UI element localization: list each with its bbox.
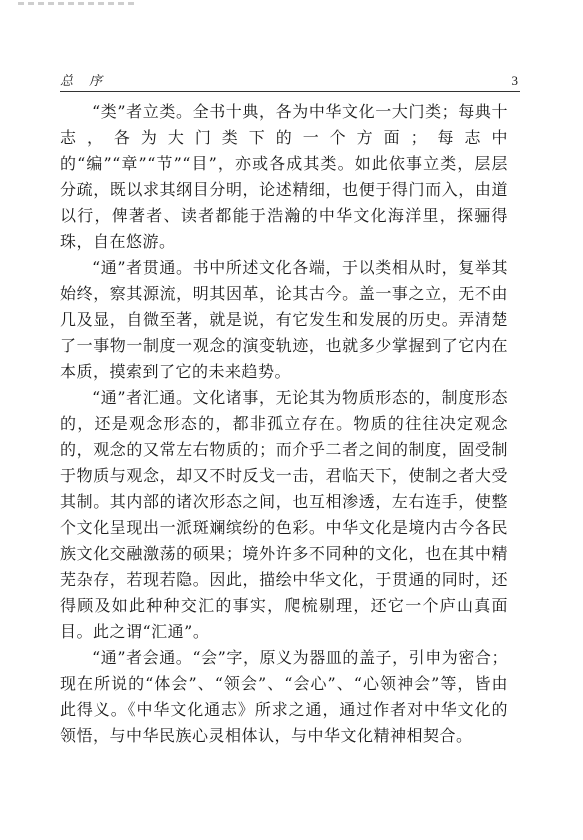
paragraph-continuity: “通”者贯通。书中所述文化各端，于以类相从时，复举其始终，察其源流，明其因革，论其古今。盖一事之立，无不由几及显，自微至著，就是说，有它发生和发展的历史。弄清楚了一事物一制度一观念的演变轨迹，也就多少掌握到了它内在本质，摸索到了它的未来趋势。 [60, 258, 508, 381]
paragraph-convergence: “通”者汇通。文化诸事，无论其为物质形态的，制度形态的，还是观念形态的，都非孤立存在。物质的往往决定观念的，观念的又常左右物质的；而介乎二者之间的制度，固受制于物质与观念，却又不时反戈一击，君临天下，使制之者大受其制。其内部的诸次形态之间，也互相渗透，左右连手，使整个文化呈现出一派斑斓缤纷的色彩。中华文化是境内古今各民族文化交融激荡的硕果；境外许多不同种的文化，也在其中精芜杂存，若现若隐。因此，描绘中华文化，于贯通的同时，还得顾及如此种种交汇的事实，爬梳剔理，还它一个庐山真面目。此之谓“汇通”。 [60, 388, 508, 641]
paragraph-classification: “类”者立类。全书十典，各为中华文化一大门类；每典十志，各为大门类下的一个方面；每志中的“编”“章”“节”“目”，亦或各成其类。如此依事立类，层层分疏，既以求其纲目分明，论述精细，也便于得门而入，由道以行，俾著者、读者都能于浩瀚的中华文化海洋里，探骊得珠，自在悠游。 [60, 102, 508, 251]
header-rule [60, 91, 520, 92]
paragraph-comprehension: “通”者会通。“会”字，原义为器皿的盖子，引申为密合；现在所说的“体会”、“领会”、“会心”、“心领神会”等，皆由此得义。《中华文化通志》所求之通，通过作者对中华文化的领悟，与中华民族心灵相体认，与中华文化精神相契合。 [60, 648, 508, 745]
running-header [60, 70, 520, 94]
body-text [60, 99, 508, 749]
page-number: 3 [511, 73, 518, 88]
scan-artifact [18, 2, 138, 5]
running-header-title: 总 序 [60, 74, 109, 89]
